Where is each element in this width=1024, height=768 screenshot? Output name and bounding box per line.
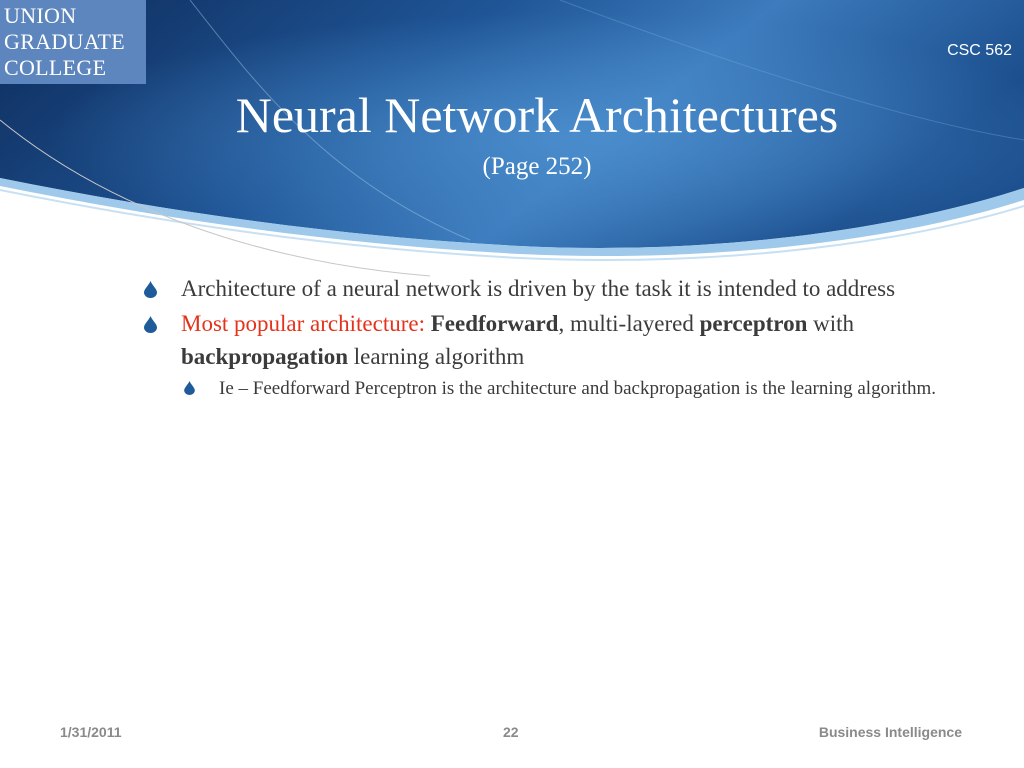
droplet-bullet-icon (144, 281, 157, 298)
footer-date: 1/31/2011 (60, 724, 122, 740)
droplet-bullet-icon (144, 316, 157, 333)
sub-bullet-text: Ie – Feedforward Perceptron is the architecture and backpropagation is the learning algorithm. (219, 378, 936, 399)
footer-page-number: 22 (503, 724, 519, 740)
bold-term-feedforward: Feedforward (430, 311, 559, 336)
droplet-bullet-icon (184, 381, 195, 395)
logo-line-3: COLLEGE (4, 55, 107, 80)
college-logo (0, 0, 146, 84)
bullet-text: , multi-layered (558, 311, 700, 336)
bullet-text: with (807, 311, 855, 336)
bullet-text: Architecture of a neural network is driven by the task it is intended to address (181, 276, 896, 301)
footer-topic: Business Intelligence (818, 724, 962, 740)
bullet-item (142, 307, 1002, 373)
sub-bullet-item (142, 375, 1002, 403)
logo-line-2: GRADUATE (4, 29, 125, 54)
bullet-text: learning algorithm (348, 344, 525, 369)
logo-line-1: UNION (4, 3, 77, 28)
bullet-list (142, 272, 1002, 403)
course-code: CSC 562 (947, 42, 1012, 59)
slide-subtitle: (Page 252) (482, 153, 592, 180)
bullet-item (142, 272, 1002, 305)
bold-term-backpropagation: backpropagation (181, 344, 349, 369)
header-banner (0, 0, 1024, 300)
bold-term-perceptron: perceptron (699, 311, 808, 336)
bullet-highlight-text: Most popular architecture: (181, 311, 431, 336)
slide-title: Neural Network Architectures (235, 87, 839, 143)
